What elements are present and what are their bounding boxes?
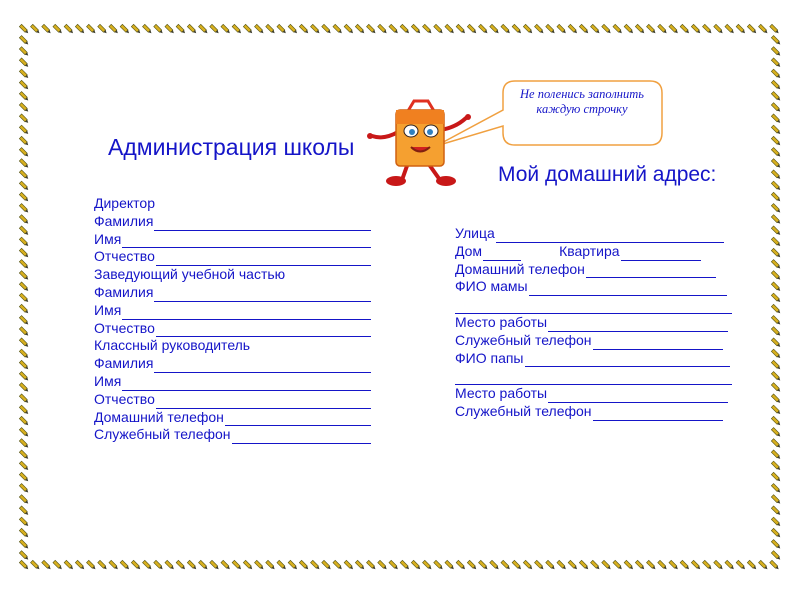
street-label: Улица: [455, 225, 495, 241]
school-admin-row: [94, 213, 371, 231]
school-admin-row-field[interactable]: [122, 306, 371, 320]
mother-work-phone-field[interactable]: [593, 336, 723, 350]
apartment-label: Квартира: [559, 242, 620, 259]
school-admin-form: [94, 195, 371, 444]
school-admin-row: [94, 284, 371, 302]
school-admin-row: [94, 337, 371, 355]
street-row: [455, 225, 732, 243]
mother-name-label: ФИО мамы: [455, 278, 528, 295]
school-admin-row-field[interactable]: [154, 288, 371, 302]
home-address-form: [455, 225, 732, 421]
school-admin-row: [94, 248, 371, 266]
father-work-label: Место работы: [455, 385, 548, 402]
house-label: Дом: [455, 242, 483, 259]
callout-text: Не поленись заполнить каждую строчку: [520, 87, 644, 116]
school-admin-row: [94, 195, 371, 213]
school-admin-row-label: Отчество: [94, 390, 155, 407]
school-admin-row: [94, 231, 371, 249]
school-admin-row-field[interactable]: [232, 430, 371, 444]
mother-work-phone-label: Служебный телефон: [455, 331, 592, 348]
school-admin-row-label: Имя: [94, 372, 122, 389]
school-admin-row-label: Имя: [94, 230, 122, 247]
school-admin-row-field[interactable]: [156, 395, 371, 409]
street-field[interactable]: [496, 229, 724, 243]
school-admin-row-label: Отчество: [94, 319, 155, 336]
home-phone-row: [455, 261, 732, 279]
father-work-phone-field[interactable]: [593, 407, 723, 421]
school-admin-row-label: Фамилия: [94, 355, 154, 372]
school-admin-row: [94, 355, 371, 373]
school-admin-row-field[interactable]: [122, 377, 371, 391]
father-work-phone-row: [455, 403, 732, 421]
school-admin-row: [94, 302, 371, 320]
school-admin-row-field[interactable]: [156, 252, 371, 266]
apartment-field[interactable]: [621, 247, 701, 261]
father-work-row: [455, 385, 732, 403]
school-admin-row-field[interactable]: [156, 323, 371, 337]
father-name-label: ФИО папы: [455, 349, 524, 366]
house-row: [455, 243, 732, 261]
home-phone-label: Домашний телефон: [455, 260, 585, 277]
school-admin-row: [94, 320, 371, 338]
school-admin-row: [94, 409, 371, 427]
home-phone-field[interactable]: [586, 264, 716, 278]
house-field[interactable]: [483, 247, 521, 261]
school-admin-row-label: Служебный телефон: [94, 426, 231, 443]
father-name-row: [455, 350, 732, 368]
school-admin-row-field[interactable]: [225, 412, 371, 426]
school-admin-row-label: Фамилия: [94, 283, 154, 300]
home-address-title: Мой домашний адрес:: [498, 163, 717, 186]
school-admin-row-label: Имя: [94, 301, 122, 318]
father-name-field[interactable]: [525, 353, 730, 367]
school-admin-row-label: Классный руководитель: [94, 337, 251, 354]
mother-name-row: [455, 278, 732, 296]
father-work-field[interactable]: [548, 389, 728, 403]
school-admin-row-field[interactable]: [154, 217, 371, 231]
mother-name-continuation-row: [455, 296, 732, 314]
school-admin-row-field[interactable]: [122, 234, 371, 248]
school-admin-row-label: Домашний телефон: [94, 408, 224, 425]
school-admin-row: [94, 391, 371, 409]
mother-work-phone-row: [455, 332, 732, 350]
school-admin-row-field[interactable]: [154, 359, 371, 373]
school-admin-row: [94, 426, 371, 444]
school-admin-row-label: Заведующий учебной частью: [94, 266, 286, 283]
school-admin-row-label: Отчество: [94, 248, 155, 265]
mother-name-continuation-field[interactable]: [455, 300, 732, 314]
mother-name-field[interactable]: [529, 282, 727, 296]
father-work-phone-label: Служебный телефон: [455, 402, 592, 419]
school-admin-row: [94, 373, 371, 391]
school-admin-row-label: Директор: [94, 195, 155, 211]
mother-work-row: [455, 314, 732, 332]
mother-work-label: Место работы: [455, 313, 548, 330]
father-name-continuation-row: [455, 367, 732, 385]
school-admin-row: [94, 266, 371, 284]
father-name-continuation-field[interactable]: [455, 371, 732, 385]
school-admin-row-label: Фамилия: [94, 212, 154, 229]
school-admin-title: Администрация школы: [108, 134, 355, 160]
mother-work-field[interactable]: [548, 318, 728, 332]
